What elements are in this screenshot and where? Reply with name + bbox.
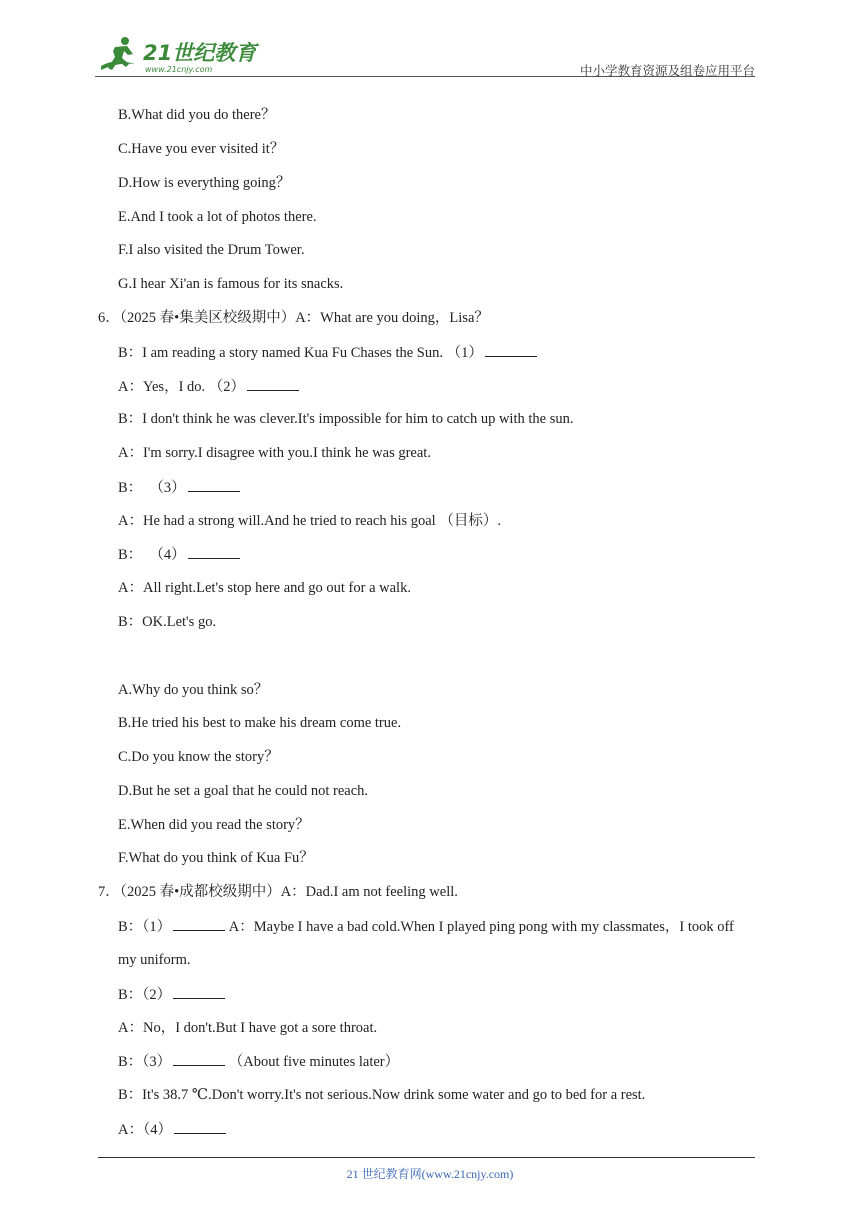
q7-line-1	[118, 916, 734, 937]
q7-line-6	[118, 1119, 226, 1140]
q7-line-1-a: B：（1）	[118, 919, 172, 935]
q6-line-1	[118, 342, 537, 363]
q6-line-5-text: B： （3）	[118, 480, 186, 496]
q7-intro	[98, 882, 458, 902]
logo-21cnjy	[95, 34, 265, 76]
q7-line-6-text: A：（4）	[118, 1122, 172, 1138]
q5-option-b: B.What did you do there？	[118, 107, 276, 123]
q7-line-1-b: A：Maybe I have a bad cold.When I played ping pong with my classmates，I took off	[225, 919, 734, 935]
logo-title: 21世纪教育	[143, 41, 257, 65]
q5-option-c: C.Have you ever visited it？	[118, 141, 285, 157]
footer-divider	[98, 1157, 755, 1158]
header-divider	[95, 76, 755, 77]
q6-line-2	[118, 376, 299, 397]
page-header	[95, 34, 755, 78]
answer-blank[interactable]	[485, 342, 537, 357]
q6-number: 6．	[98, 310, 120, 326]
q7-line-1-cont: my uniform.	[118, 952, 191, 968]
q6-line-9: B：OK.Let's go.	[118, 614, 217, 630]
q5-option-d: D.How is everything going？	[118, 175, 291, 191]
q5-option-g: G.I hear Xi'an is famous for its snacks.	[118, 276, 344, 292]
q6-option-a: A.Why do you think so？	[118, 682, 269, 698]
logo-url: www.21cnjy.com	[145, 65, 213, 74]
q6-option-c: C.Do you know the story？	[118, 749, 279, 765]
q6-line-7	[118, 544, 240, 565]
q5-option-e: E.And I took a lot of photos there.	[118, 209, 317, 225]
q6-line-5	[118, 477, 240, 498]
q6-option-e: E.When did you read the story？	[118, 817, 310, 833]
q7-line-4-a: B：（3）	[118, 1054, 172, 1070]
footer-text[interactable]: 21 世纪教育网(www.21cnjy.com)	[346, 1167, 514, 1181]
q6-line-3: B：I don't think he was clever.It's impossible for him to catch up with the sun.	[118, 411, 574, 427]
q6-option-f: F.What do you think of Kua Fu？	[118, 850, 314, 866]
answer-blank[interactable]	[247, 376, 299, 391]
q6-line-2-text: A：Yes，I do. （2）	[118, 379, 246, 395]
q6-option-b: B.He tried his best to make his dream come true.	[118, 715, 402, 731]
answer-blank[interactable]	[173, 984, 225, 999]
q6-line-6: A：He had a strong will.And he tried to reach his goal （目标）.	[118, 513, 501, 529]
answer-blank[interactable]	[174, 1119, 226, 1134]
q6-line-1-text: B：I am reading a story named Kua Fu Chases the Sun. （1）	[118, 345, 483, 361]
q6-intro	[98, 308, 489, 328]
answer-blank[interactable]	[173, 916, 225, 931]
platform-name: 中小学教育资源及组卷应用平台	[579, 64, 755, 78]
q7-line-4	[118, 1051, 399, 1072]
q7-line-3: A：No，I don't.But I have got a sore throat.	[118, 1020, 378, 1036]
q6-option-d: D.But he set a goal that he could not reach.	[118, 783, 369, 799]
q6-line-4: A：I'm sorry.I disagree with you.I think he was great.	[118, 445, 431, 461]
q7-intro-text: （2025 春•成都校级期中）A：Dad.I am not feeling well.	[119, 884, 458, 900]
q7-line-2	[118, 984, 225, 1005]
q5-option-f: F.I also visited the Drum Tower.	[118, 242, 305, 258]
answer-blank[interactable]	[173, 1051, 225, 1066]
q7-line-5: B：It's 38.7 ℃.Don't worry.It's not serious.Now drink some water and go to bed for a rest.	[118, 1087, 646, 1103]
q6-intro-text: （2025 春•集美区校级期中）A：What are you doing，Lisa？	[119, 310, 489, 326]
answer-blank[interactable]	[188, 544, 240, 559]
q6-line-8: A：All right.Let's stop here and go out for a walk.	[118, 580, 411, 596]
q7-line-2-text: B：（2）	[118, 987, 172, 1003]
q6-line-7-text: B： （4）	[118, 547, 186, 563]
q7-line-4-b: （About five minutes later）	[225, 1054, 400, 1070]
answer-blank[interactable]	[188, 477, 240, 492]
q7-number: 7．	[98, 884, 120, 900]
